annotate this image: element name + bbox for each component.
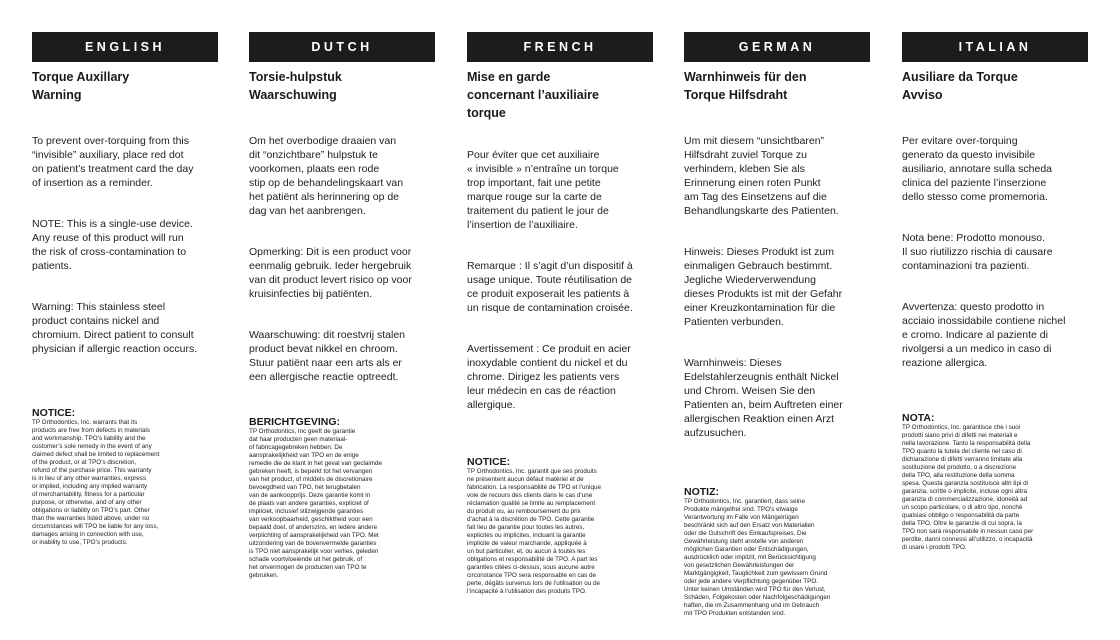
warning-title: Ausiliare da Torque Avviso	[902, 70, 1018, 102]
column-italian	[902, 32, 1088, 552]
notice-text: TP Orthodontics, Inc. garantiert, dass seine Produkte mängelfrei sind. TPO’s etwaige Verantwortung im Falle von Mängelrügen beschränkt sich auf den Ersatz von Materialien oder die Gutschrift des Einkaufspreises. Die Gewährleistung steht anstelle von anderen möglichen Garantien oder Entschädigungen, ausdrücklich oder implizit, mit Berücksichtigung von gesetzlichen Gewährleistungen der Marktgängigkeit, Tauglichkeit zum gewissem Grund oder jede andere Verpflichtung gegenüber TPO. Unter keinen Umständen wird TPO für den Verlust, Schäden, Folgekosten oder Nachfolgeschädigungen haften, die im Zusammenhang und im Gebrauch mit TPO Produkten entstanden sind.	[684, 498, 831, 617]
notice-block	[684, 487, 870, 618]
notice-heading: NOTICE:	[32, 407, 76, 419]
column-english	[32, 32, 218, 547]
warning-body	[902, 120, 1088, 397]
language-header: FRENCH	[467, 32, 653, 62]
column-dutch	[249, 32, 435, 580]
paragraph-single-use: Nota bene: Prodotto monouso. Il suo riutilizzo rischia di causare contaminazioni tra pazienti.	[902, 232, 1053, 272]
paragraph-allergy-warning: Avertissement : Ce produit en acier inoxydable contient du nickel et du chrome. Dirigez les patients vers leur médecin en cas de réaction allergique.	[467, 343, 631, 411]
column-german	[684, 32, 870, 618]
paragraph-reminder: Om het overbodige draaien van dit “onzichtbare” hulpstuk te voorkomen, plaats een rode stip op de behandelingskaart van het patiënt als herinnering op de dag van het aanbrengen.	[249, 135, 404, 217]
paragraph-reminder: Per evitare over-torquing generato da questo invisibile ausiliario, annotare sulla scheda clinica del paziente l’inserzione dello stesso come promemoria.	[902, 135, 1053, 203]
notice-text: TP Orthodontics, Inc geeft de garantie dat haar producten geen materiaal- of fabricagegebreken hebben. De aansprakelijkheid van TPO en de enige remedie die de klant in het geval van geclaimde gebreken heeft, is beperkt tot het vervangen van het product, of middels de discretionaire bevoegdheid van TPO, het terugbetalen van de aankoopprijs. Deze garantie komt in de plaats van andere garanties, expliciet of impliciet, inclusief stilzwijgende garanties van verkoopbaarheid, geschiktheid voor een bepaald doel, of anderszins, en iedere andere verplichting of aansprakelijkheid van TPO. Met uitzondering van de bovenvermelde garanties is TPO niet aansprakelijk voor verlies, geleden schade voortvloeiende uit het gebruik, of het onvermogen de producten van TPO te gebruiken.	[249, 428, 383, 579]
notice-text: TP Orthodontics, Inc. garantit que ses produits ne présentent aucun défaut matériel et de fabrication. La responsabilité de TPO et l’unique voie de recours des clients dans le cas d’une réclamation qualité se limite au remplacement du produit ou, au remboursement du prix d’achat à la discrétion de TPO. Cette garantie fait lieu de garantie pour toutes les autres, explicites ou implicites, incluant la garantie implicite de valeur marchande, appliquée à un but particulier, et, ou aucun à toutes les obligations et responsabilité de TPO. A part les garanties citées ci-dessus, sous aucune autre circonstance TPO sera responsable en cas de perte, dégâts survenus lors de l’utilisation ou de l’incapacité à l’utilisation des produits TPO.	[467, 468, 601, 595]
language-header: GERMAN	[684, 32, 870, 62]
paragraph-single-use: Remarque : Il s’agit d’un dispositif à usage unique. Toute réutilisation de ce produit exposerait les patients à un risque de contamination croisée.	[467, 260, 633, 314]
warning-body	[467, 134, 653, 439]
paragraph-allergy-warning: Warning: This stainless steel product contains nickel and chromium. Direct patient to consult physician if allergic reaction occurs.	[32, 301, 198, 355]
notice-heading: BERICHTGEVING:	[249, 416, 341, 428]
paragraph-allergy-warning: Waarschuwing: dit roestvrij stalen product bevat nikkel en chroom. Stuur patiënt naar een arts als er een allergische reactie optreedt.	[249, 329, 406, 383]
warning-title: Torsie-hulpstuk Waarschuwing	[249, 70, 342, 102]
paragraph-allergy-warning: Avvertenza: questo prodotto in acciaio inossidabile contiene nichel e cromo. Indicare al paziente di rivolgersi a un medico in caso di reazione allergica.	[902, 301, 1066, 369]
paragraph-single-use: NOTE: This is a single-use device. Any reuse of this product will run the risk of cross-contamination to patients.	[32, 218, 193, 272]
paragraph-single-use: Opmerking: Dit is een product voor eenmalig gebruik. Ieder hergebruik van dit product levert risico op voor kruisinfecties bij patiënten.	[249, 246, 412, 300]
paragraph-allergy-warning: Warnhinweis: Dieses Edelstahlerzeugnis enthält Nickel und Chrom. Weisen Sie den Patienten an, beim Auftreten einer allergischen Reaktion einen Arzt aufzusuchen.	[684, 357, 843, 439]
notice-heading: NOTICE:	[467, 456, 511, 468]
warning-title: Warnhinweis für den Torque Hilfsdraht	[684, 70, 807, 102]
notice-text: TP Orthodontics, Inc. warrants that its products are free from defects in materials and workmanship. TPO’s liability and the customer’s sole remedy in the event of any claimed defect shall be limited to replacement of the product, or at TPO’s discretion, refund of the purchase price. This warranty is in lieu of any other warranties, express or implied, including any implied warranty of merchantability, fitness for a particular purpose, or otherwise, and of any other obligations or liability on TPO’s part. Other than the warranties listed above, under no circumstances will TPO be liable for any loss, damages arising in connection with use, or inability to use, TPO’s products.	[32, 419, 160, 546]
language-header: ITALIAN	[902, 32, 1088, 62]
notice-block	[902, 413, 1088, 552]
paragraph-single-use: Hinweis: Dieses Produkt ist zum einmaligen Gebrauch bestimmt. Jegliche Wiederverwendung dieses Produkts ist mit der Gefahr einer Kreuzkontamination für die Patienten verbunden.	[684, 246, 843, 328]
warning-title: Mise en garde concernant l’auxiliaire torque	[467, 70, 599, 120]
column-french	[467, 32, 653, 596]
language-header: ENGLISH	[32, 32, 218, 62]
notice-block	[249, 417, 435, 580]
warning-body	[684, 120, 870, 467]
notice-block	[32, 408, 218, 547]
paragraph-reminder: Pour éviter que cet auxiliaire « invisible » n’entraîne un torque trop important, fait une petite marque rouge sur la carte de traitement du patient le jour de l’insertion de l’auxiliaire.	[467, 149, 619, 231]
warning-title: Torque Auxillary Warning	[32, 70, 130, 102]
notice-block	[467, 457, 653, 596]
warning-body	[32, 120, 218, 383]
language-header: DUTCH	[249, 32, 435, 62]
notice-text: TP Orthodontics, Inc. garantisce che i suoi prodotti siano privi di difetti nei materiali e nella lavorazione. Tanto la responsabilità della TPO quanto la tutela del cliente nel caso di dichiarazione di difetti verranno limitate alla sostituzione del prodotto, o a discrezione della TPO, alla restituzione della somma spesa. Questa garanzia sostituisce altri tipi di garanzia, scritte o implicite, incluse ogni altra garanzia di commercializzazione, idoneità ad un scopo particolare, o di altro tipo, nonché qualsiasi obbligo o responsabilità da parte della TPO. Oltre le garanzie di cui sopra, la TPO non sarà responsabile in nessun caso per perdite, danni connessi all’utilizzo, o incapacità di usare i prodotti TPO.	[902, 424, 1034, 551]
warning-body	[249, 120, 435, 411]
paragraph-reminder: Um mit diesem “unsichtbaren” Hilfsdraht zuviel Torque zu verhindern, kleben Sie als Erinnerung einen roten Punkt am Tag des Einsetzens auf die Behandlungskarte des Patienten.	[684, 135, 839, 217]
notice-heading: NOTA:	[902, 412, 935, 424]
notice-heading: NOTIZ:	[684, 486, 719, 498]
paragraph-reminder: To prevent over-torquing from this “invisible” auxiliary, place red dot on patient’s treatment card the day of insertion as a reminder.	[32, 135, 194, 189]
